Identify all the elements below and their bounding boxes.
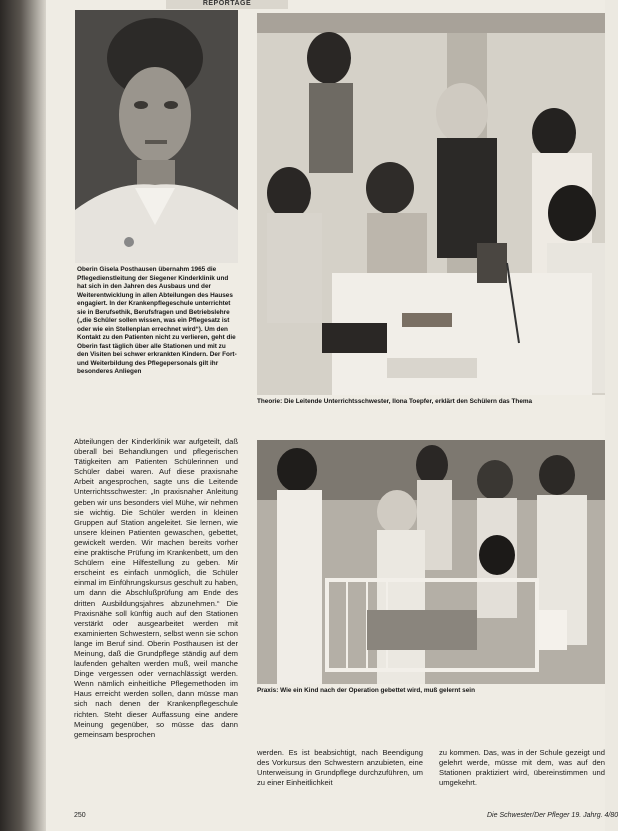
- ward-photo: [257, 440, 605, 684]
- article-text-right: zu kommen. Das, was in der Schule gezeigt und gelehrt werde, müsse mit dem, was auf den Stationen praktiziert wird, übereinstimmen und umgekehrt.: [439, 748, 605, 788]
- classroom-photo: [257, 13, 605, 395]
- ward-caption: Praxis: Wie ein Kind nach der Operation gebettet wird, muß gelernt sein: [257, 687, 475, 694]
- classroom-caption: Theorie: Die Leitende Unterrichtsschwester, Ilona Toepfer, erklärt den Schülern das Thema: [257, 398, 533, 405]
- portrait-photo: [75, 10, 238, 263]
- magazine-page: [46, 0, 618, 831]
- book-binding: [0, 0, 46, 831]
- section-label: REPORTAGE: [166, 0, 288, 9]
- article-text-left: Abteilungen der Kinderklinik war aufgeteilt, daß überall bei Behandlungen und pflegerischen Tätigkeiten am Patienten Schülerinnen und Schüler dabei waren. Auf diese praxisnahe Arbeit angesprochen, sagte uns die Leitende Unterrichtsschwester: „In praxisnaher Anleitung geben wir uns besonders viel Mühe, wir nehmen sie wichtig. Die Schüler werden in kleinen Gruppen auf Station angeleitet. Sie lernen, wie unsere kleinen Patienten gewaschen, gebettet, gewickelt werden. Wir machen bereits vorher eine praktische Prüfung im Krankenbett, um den Schülern eine Hilfestellung zu geben. Mir erscheint es einfach unmöglich, die Schüler einmal im Einführungskursus geschult zu haben, um dann die Abschlußprüfung am Ende des dritten Ausbildungsjahres abzunehmen.“ Die Praxisnähe soll künftig auch auf den Stationen verstärkt oder ausgearbeitet werden mit examinierten Schwestern, selbst wenn sie schon lange im Beruf sind. Oberin Posthausen ist der Meinung, daß die Grundpflege ständig auf dem laufenden gehalten werden muß, weil manche Dinge vergessen oder vernachlässigt werden. Wenn nämlich einheitliche Pflegemethoden im Haus erreicht werden sollen, dann müsse man sich nach denen der Krankenpflegeschule richten. Steht dieser Auffassung eine andere Meinung gegenüber, so müsse das dann gemeinsam besprochen: [74, 437, 238, 739]
- publication-footer: Die Schwester/Der Pfleger 19. Jahrg. 4/80: [487, 812, 618, 819]
- portrait-caption: Oberin Gisela Posthausen übernahm 1965 die Pflegedienstleitung der Siegener Kinderklinik und hat sich in den Jahren des Ausbaus und der Weiterentwicklung in allen Abteilungen des Hauses engagiert. In der Krankenpflegeschule unterrichtet sie in Berufsethik, Berufsfragen und Betriebslehre („die Schüler sollen wissen, was ein Pflegesatz ist oder wie ein Stellenplan errechnet wird“). Um den Kontakt zu den Patienten nicht zu verlieren, geht die Oberin fast täglich über alle Stationen und mit zu den Visiten bei schwer erkrankten Kindern. Der Fort- und Weiterbildung des Pflegepersonals gilt ihr besonderes Anliegen: [77, 266, 237, 375]
- article-text-middle: werden. Es ist beabsichtigt, nach Beendigung des Vorkursus den Schwestern anzubieten, eine Unterweisung in Grundpflege durchzuführen, um zu einer Einheitlichkeit: [257, 748, 423, 788]
- page-number: 250: [74, 812, 86, 819]
